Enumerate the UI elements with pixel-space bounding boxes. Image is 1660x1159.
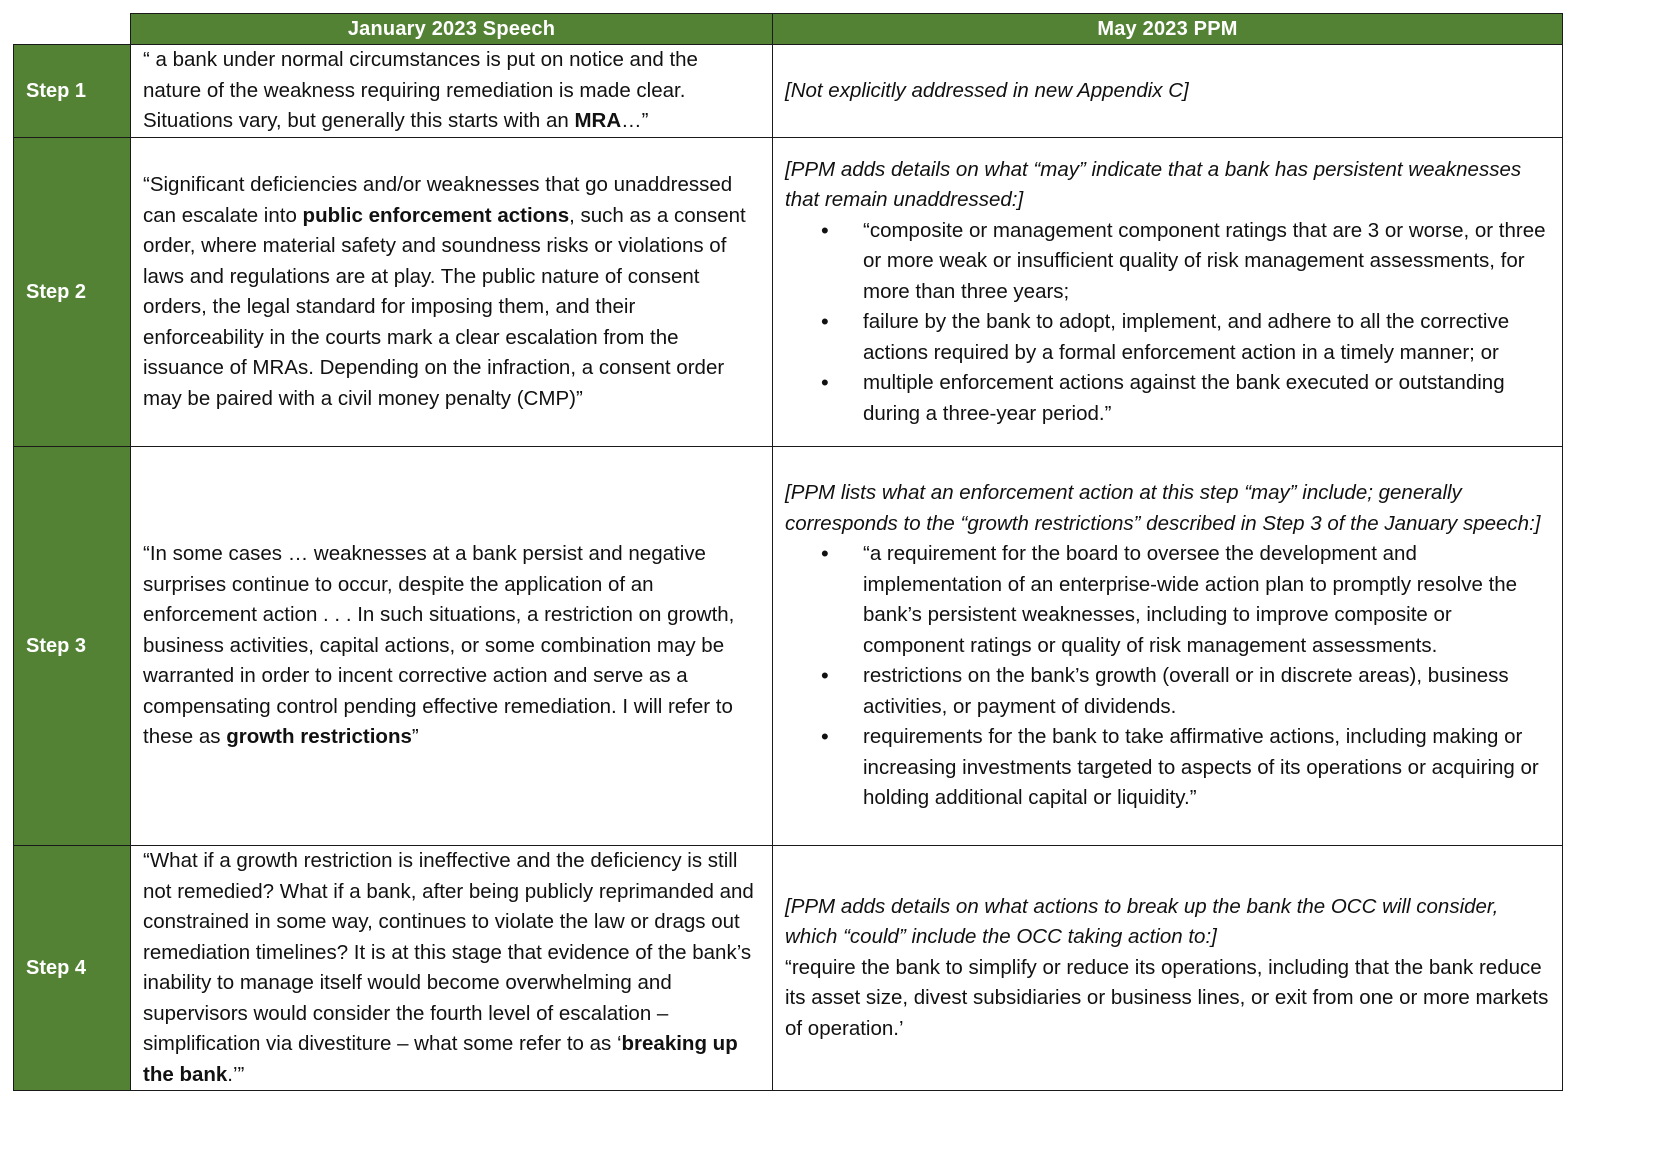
comparison-table bbox=[13, 13, 1562, 1091]
column-header-may-ppm: May 2023 PPM bbox=[773, 14, 1563, 45]
list-item: • “a requirement for the board to oversee the development and implementation of an enterprise-wide action plan to promptly resolve the bank’s persistent weaknesses, including to improve composite or component ratings or quality of risk management assessments. bbox=[863, 539, 1550, 661]
ppm-note: [PPM adds details on what actions to break up the bank the OCC will consider, which “could” include the OCC taking action to:] bbox=[785, 894, 1499, 949]
corner-blank-cell bbox=[14, 14, 131, 45]
speech-text: “ a bank under normal circumstances is put on notice and the nature of the weakness requiring remediation is made clear. Situations vary, but generally this starts with an bbox=[143, 48, 698, 133]
speech-text-end: , such as a consent order, where material safety and soundness risks or violations of laws and regulations are at play. The public nature of consent orders, the legal standard for imposing them, and their enforceability in the courts mark a clear escalation from the issuance of MRAs. Depending on the infraction, a consent order may be paired with a civil money penalty (CMP)” bbox=[143, 203, 746, 410]
table-row-step-1 bbox=[14, 45, 1563, 138]
ppm-note: [PPM lists what an enforcement action at this step “may” include; generally corresponds to the “growth restrictions” described in Step 3 of the January speech:] bbox=[785, 481, 1541, 535]
speech-emphasis: MRA bbox=[574, 109, 622, 133]
speech-cell bbox=[131, 447, 773, 846]
speech-text-end: .’” bbox=[227, 1062, 245, 1086]
table-row-step-2 bbox=[14, 138, 1563, 447]
speech-text: “What if a growth restriction is ineffective and the deficiency is still not remedied? What if a bank, after being publicly reprimanded and constrained in some way, continues to violate the law or drags out remediation timelines? It is at this stage that evidence of the bank’s inability to manage itself would become overwhelming and supervisors would consider the fourth level of escalation – simplification via divestiture – what some refer to as ‘ bbox=[143, 849, 754, 1055]
list-item: • failure by the bank to adopt, implement, and adhere to all the corrective actions required by a formal enforcement action in a timely manner; or bbox=[863, 307, 1550, 368]
list-item: • “composite or management component ratings that are 3 or worse, or three or more weak or insufficient quality of risk management assessments, for more than three years; bbox=[863, 216, 1550, 308]
speech-cell bbox=[131, 45, 773, 138]
table-row-step-4 bbox=[14, 846, 1563, 1091]
speech-cell bbox=[131, 846, 773, 1091]
step-label: Step 1 bbox=[14, 45, 131, 138]
speech-emphasis: breaking up the bank bbox=[143, 1032, 738, 1086]
header-row bbox=[14, 14, 1563, 45]
speech-cell bbox=[131, 138, 773, 447]
step-label: Step 2 bbox=[14, 138, 131, 447]
ppm-bullet-list bbox=[785, 216, 1550, 430]
step-label: Step 3 bbox=[14, 447, 131, 846]
column-header-january-speech: January 2023 Speech bbox=[131, 14, 773, 45]
ppm-cell bbox=[773, 45, 1563, 138]
list-item: • requirements for the bank to take affirmative actions, including making or increasing investments targeted to aspects of its operations or acquiring or holding additional capital or liquidity.” bbox=[863, 722, 1550, 814]
list-item: • restrictions on the bank’s growth (overall or in discrete areas), business activities, or payment of dividends. bbox=[863, 661, 1550, 722]
ppm-note: [Not explicitly addressed in new Appendix C] bbox=[785, 78, 1189, 102]
speech-emphasis: growth restrictions bbox=[226, 725, 412, 749]
ppm-cell bbox=[773, 138, 1563, 447]
ppm-note: [PPM adds details on what “may” indicate that a bank has persistent weaknesses that remain unaddressed:] bbox=[785, 157, 1522, 212]
ppm-quote: “require the bank to simplify or reduce its operations, including that the bank reduce its asset size, divest subsidiaries or business lines, or exit from one or more markets of operation.’ bbox=[785, 955, 1549, 1040]
ppm-cell bbox=[773, 846, 1563, 1091]
step-label: Step 4 bbox=[14, 846, 131, 1091]
ppm-cell bbox=[773, 447, 1563, 846]
list-item: • multiple enforcement actions against the bank executed or outstanding during a three-year period.” bbox=[863, 368, 1550, 429]
ppm-bullet-list bbox=[785, 539, 1550, 814]
speech-text-end: ” bbox=[411, 725, 419, 749]
speech-emphasis: public enforcement actions bbox=[302, 203, 570, 227]
table-row-step-3 bbox=[14, 447, 1563, 846]
speech-text: “Significant deficiencies and/or weaknesses that go unaddressed can escalate into bbox=[143, 173, 733, 227]
speech-text-end: …” bbox=[621, 109, 649, 133]
speech-text: “In some cases … weaknesses at a bank persist and negative surprises continue to occur, despite the application of an enforcement action . . . In such situations, a restriction on growth, business activities, capital actions, or some combination may be warranted in order to incent corrective action and serve as a compensating control pending effective remediation. I will refer to these as bbox=[143, 542, 735, 749]
